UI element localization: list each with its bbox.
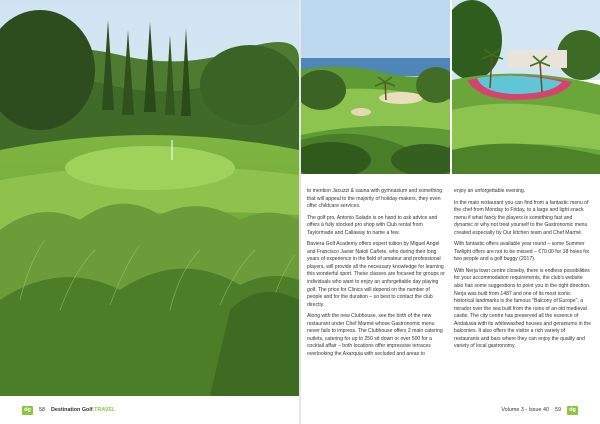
footer-right — [501, 405, 578, 415]
page-number-right: 59 — [555, 407, 561, 413]
paragraph: Along with the new Clubhouse, see the birth of the new restaurant under Chef Marmé whose Gastronomic menu never fails to impress. The Clubhouse offers 2 main catering outlets, catering for up to 250 sit down or over 500 for a cocktail affair – both locations offer impressive terraces overlooking the Axarquia with secluded and areas to — [307, 313, 443, 357]
paragraph: With Nerja town centre closeby, there is endless possibilities for your accommodation requirements, the club's website also has some suggestions to point you in the right direction. Nerja was built from 1487 and one of its most iconic historical landmarks is the famous "Balcony of Europe", a mirador over the sea built from the ruins of an old medieval castle. The city centre has preserved all the essence of Andalusia with its whitewashed houses and geraniums in the balconies. It also offers the visitor a rich variety of restaurants and bars where they can enjoy the quality and variety of local gastronomy. — [454, 267, 592, 350]
golf-course-photo-left — [0, 0, 299, 396]
article-column-1 — [307, 188, 445, 362]
article-column-2 — [454, 188, 592, 355]
paragraph: enjoy an unforgettable evening. — [454, 188, 526, 194]
magazine-logo: dg — [567, 406, 578, 415]
paragraph: The golf pro, Antonio Salado is on hand to ask advice and offers a fully stocked pro shop with Club rental from Taylormade and Callaway to name a few. — [307, 214, 438, 236]
page-number-left: 58 — [39, 407, 45, 413]
golf-course-photo-lake — [452, 0, 600, 174]
paragraph: Baviera Golf Academy offers expert tuition by Miguel Angel and Francisco Javier Natoli Cañete, who during their long years of experience in the field of amateur and professional players, will provide all the necessary knowledge for learning this wonderful sport. These classes are focused for groups or individuals who want to enjoy an unforgettable day playing golf. The price for Clinics will depend on the number of people and for the duration – so best to contact the club directly. — [307, 241, 445, 308]
paragraph: With fantastic offers available year round – some Summer Twilight offers are not to be missed – €70.00 for 18 holes for two people and a golf buggy (2017). — [454, 241, 590, 263]
volume-issue: Volume 3 - Issue 40 — [501, 407, 549, 413]
magazine-name: Destination Golf — [51, 407, 93, 413]
paragraph: to mention Jacuzzi & sauna with gymnasium and something that will appeal to the majority of holiday-makers, they even offer childcare services. — [307, 188, 443, 210]
paragraph: In the main restaurant you can find from a fantastic menu of the chef from Monday to Friday, to a large and light snack menu if what fancy the players is something fast and dynamic or why not treat yourself to the Gastronomic menu created especially by Our kitchen team and Chef Marmé. — [454, 199, 589, 236]
golf-course-photo-sea-view — [301, 0, 450, 174]
magazine-logo: dg — [22, 406, 33, 415]
footer-left — [22, 405, 115, 415]
section-name: .TRAVEL — [92, 407, 116, 413]
